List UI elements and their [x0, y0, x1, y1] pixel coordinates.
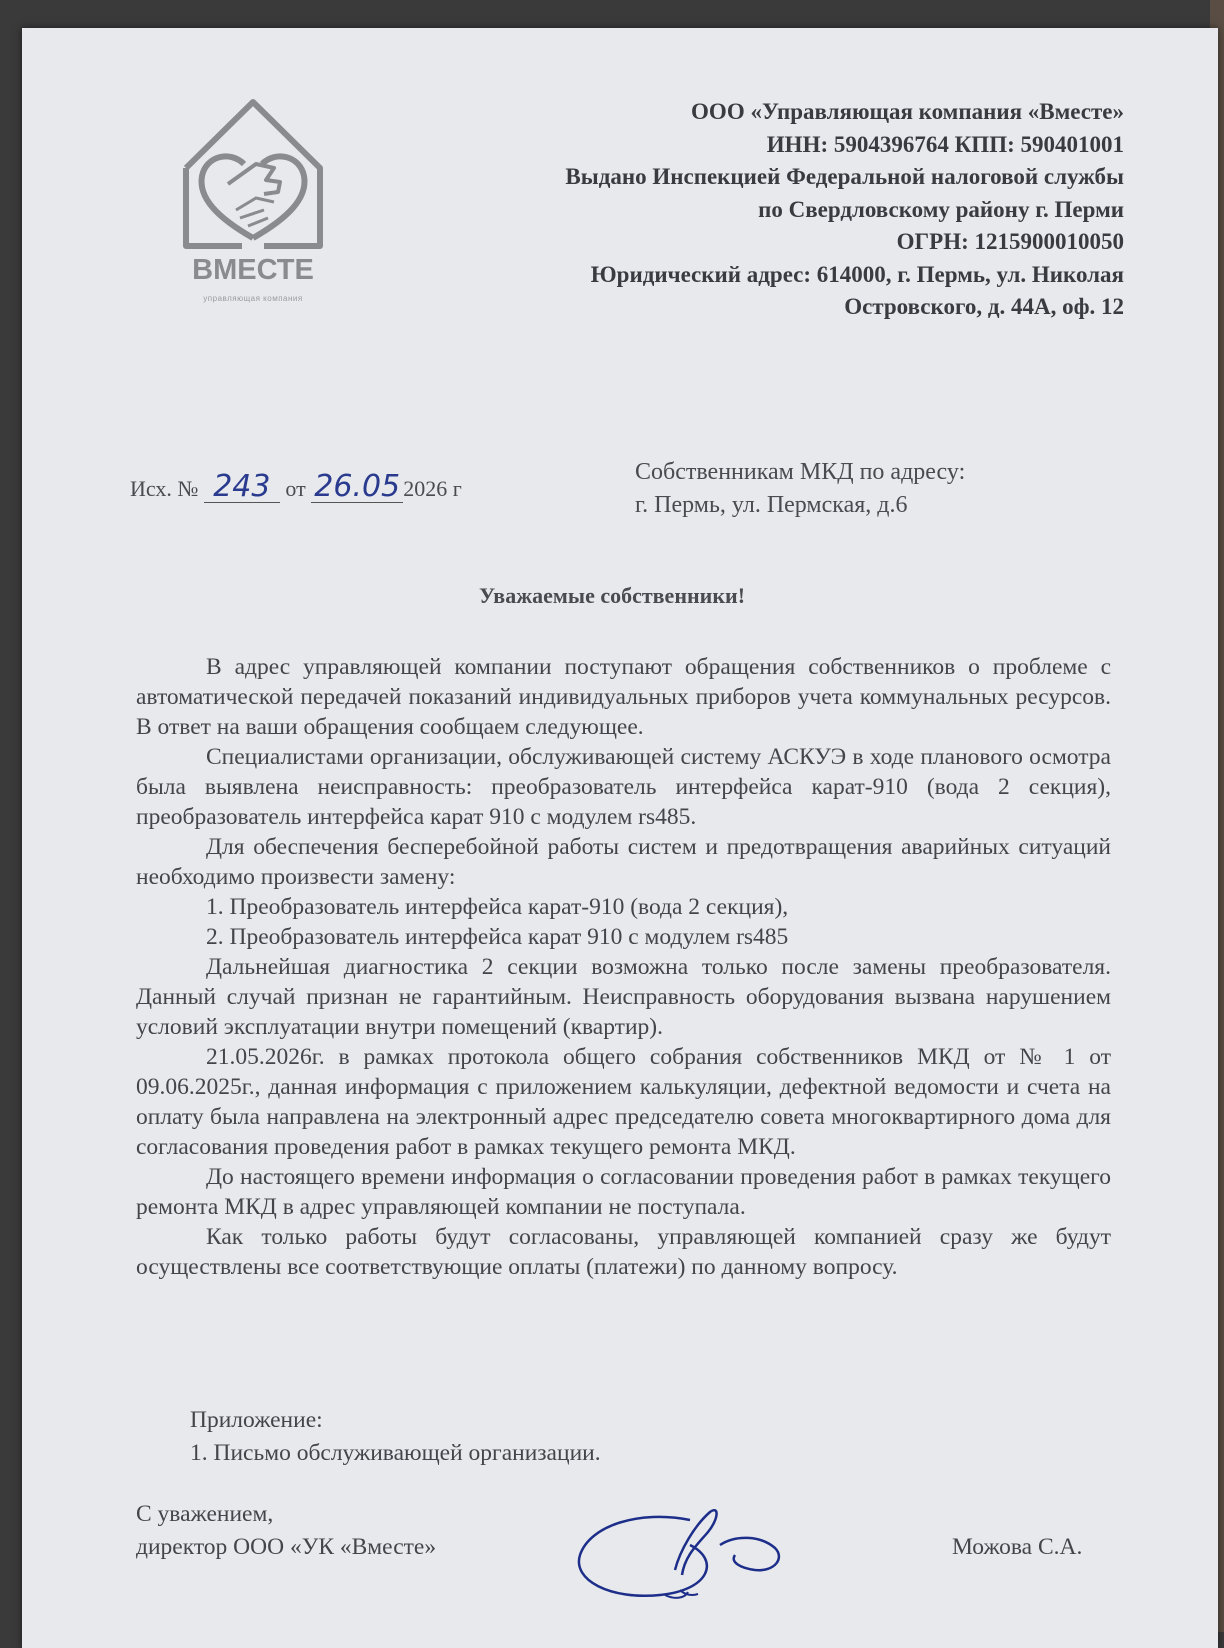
list-item: 1. Преобразователь интерфейса карат-910 (вода 2 секция),	[206, 894, 789, 920]
legal-address-line-1: Юридический адрес: 614000, г. Пермь, ул. Николая	[590, 261, 1124, 287]
letter-body	[136, 652, 1111, 1282]
paragraph-6: До настоящего времени информация о согласовании проведения работ в рамках текущего ремонта МКД в адрес управляющей компании не поступала.	[136, 1164, 1111, 1220]
attachment-block	[190, 1404, 601, 1470]
recipient-line-2: г. Пермь, ул. Пермская, д.6	[635, 492, 908, 518]
recipient-block	[635, 456, 965, 522]
house-handshake-logo-icon	[178, 98, 328, 258]
handwritten-signature-icon	[570, 1500, 810, 1610]
company-requisites	[404, 96, 1124, 324]
paragraph-3: Для обеспечения бесперебойной работы систем и предотвращения аварийных ситуаций необходимо произвести замену:	[136, 834, 1111, 890]
ref-year: 2026 г	[403, 476, 462, 501]
recipient-line-1: Собственникам МКД по адресу:	[635, 459, 966, 485]
paragraph-5: 21.05.2026г. в рамках протокола общего собрания собственников МКД от № 1 от 09.06.2025г., данная информация с приложением калькуляции, дефектной ведомости и счета на оплату была направлена на электронный адрес председателю совета многоквартирного дома для согласования проведения работ в рамках текущего ремонта МКД.	[136, 1044, 1111, 1160]
closing-regards: С уважением,	[136, 1501, 274, 1527]
ref-prefix: Исх. №	[130, 476, 199, 501]
closing-block	[136, 1498, 436, 1564]
company-ogrn: ОГРН: 1215900010050	[896, 229, 1124, 254]
attachment-title: Приложение:	[190, 1407, 323, 1433]
logo-wordmark: ВМЕСТЕ	[192, 254, 314, 286]
logo-subtitle: управляющая компания	[203, 294, 303, 303]
paragraph-1: В адрес управляющей компании поступают обращения собственников о проблеме с автоматической передачей показаний индивидуальных приборов учета коммунальных ресурсов. В ответ на ваши обращения сообщаем следующее.	[136, 654, 1111, 740]
ref-date: 26.05	[311, 472, 403, 503]
company-name: ООО «Управляющая компания «Вместе»	[691, 99, 1124, 124]
ref-number: 243	[204, 472, 280, 503]
ref-from: от	[285, 476, 306, 501]
paragraph-4: Дальнейшая диагностика 2 секции возможна только после замены преобразователя. Данный случай признан не гарантийным. Неисправность оборудования вызвана нарушением условий эксплуатации внутри помещений (квартир).	[136, 954, 1111, 1040]
closing-position: директор ООО «УК «Вместе»	[136, 1534, 437, 1560]
list-item: 2. Преобразователь интерфейса карат 910 с модулем rs485	[206, 924, 789, 950]
legal-address-line-2: Островского, д. 44А, оф. 12	[844, 294, 1124, 319]
company-inn-kpp: ИНН: 5904396764 КПП: 590401001	[766, 131, 1124, 157]
issued-by-line-2: по Свердловскому району г. Перми	[758, 196, 1124, 222]
greeting: Уважаемые собственники!	[478, 583, 746, 608]
attachment-item: 1. Письмо обслуживающей организации.	[190, 1440, 601, 1466]
paragraph-7: Как только работы будут согласованы, управляющей компанией сразу же будут осуществлены все соответствующие оплаты (платежи) по данному вопросу.	[136, 1224, 1111, 1280]
signer-name: Можова С.А.	[952, 1534, 1083, 1560]
outgoing-reference	[130, 469, 462, 504]
issued-by-line-1: Выдано Инспекцией Федеральной налоговой службы	[565, 164, 1124, 189]
company-logo	[178, 98, 328, 323]
paragraph-2: Специалистами организации, обслуживающей систему АСКУЭ в ходе планового осмотра была выявлена неисправность: преобразователь интерфейса карат-910 (вода 2 секция), преобразователь интерфейса карат 910 с модулем rs485.	[136, 744, 1111, 830]
